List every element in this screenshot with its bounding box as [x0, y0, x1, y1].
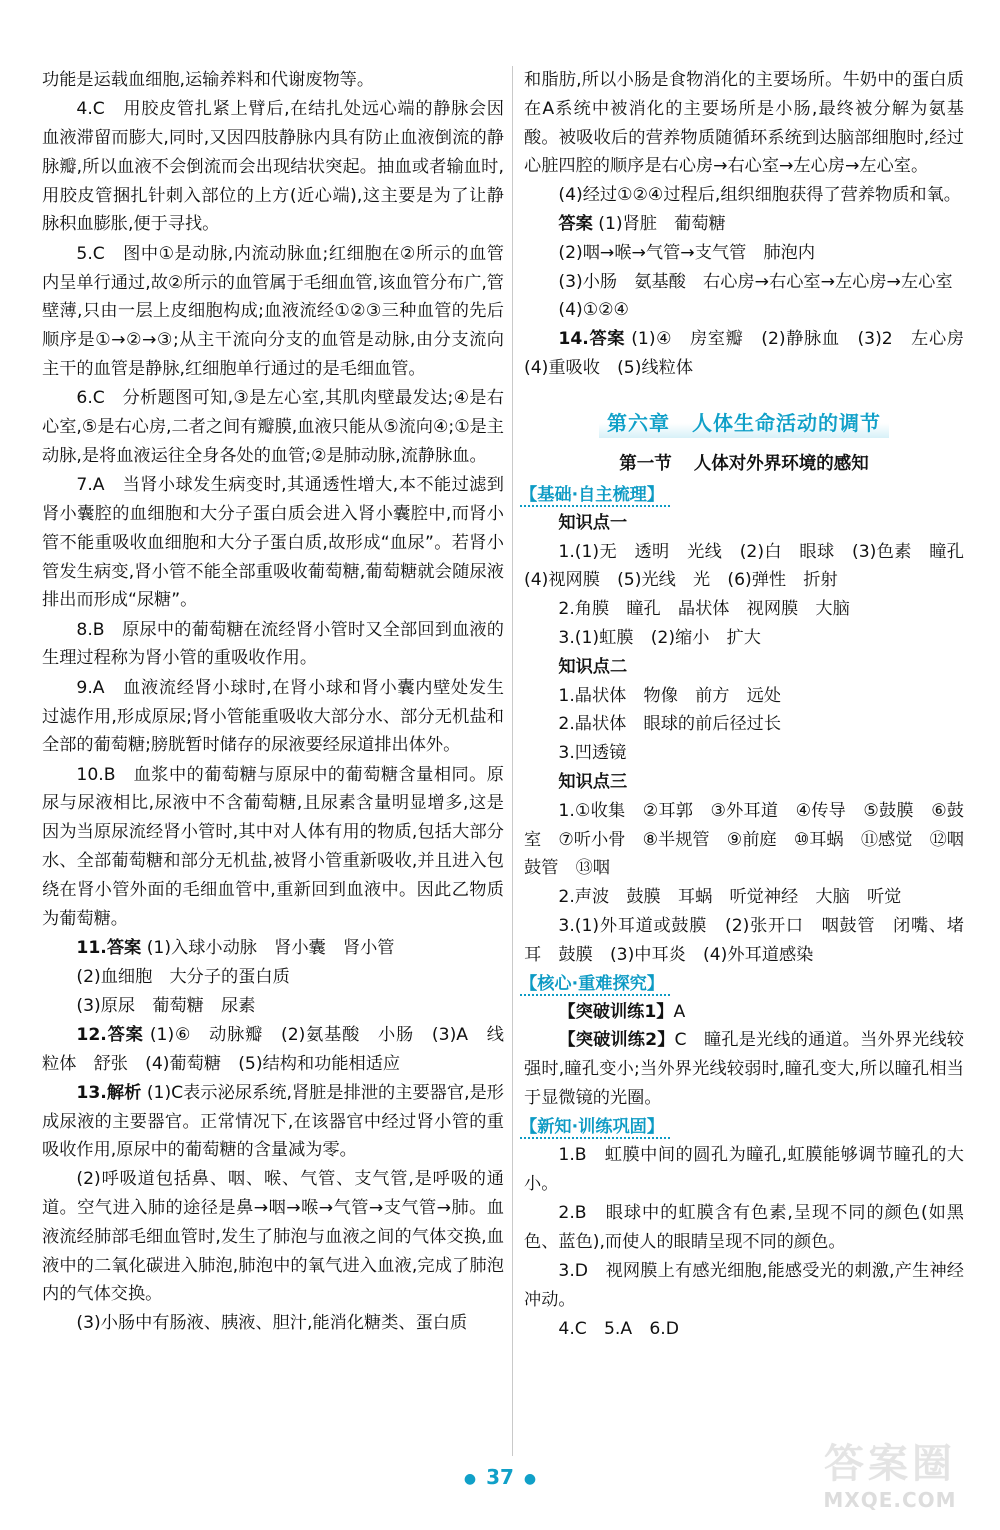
answer-8: 8.B 原尿中的葡萄糖在流经肾小管时又全部回到血液的生理过程称为肾小管的重吸收作用。	[42, 619, 504, 669]
kp3-item-2: 2.声波 鼓膜 耳蜗 听觉神经 大脑 听觉	[558, 887, 902, 908]
kp3-item-3: 3.(1)外耳道或鼓膜 (2)张开口 咽鼓管 闭嘴、堵耳 鼓膜 (3)中耳炎 (4)外耳道感染	[524, 915, 964, 965]
section-heading	[524, 450, 964, 475]
chapter-title: 人体生命活动的调节	[692, 410, 881, 435]
kp2-item-2: 2.晶状体 眼球的前后径过长	[558, 714, 782, 735]
knowledge-point-2: 知识点二	[558, 656, 628, 677]
practice-2: 2.B 眼球中的虹膜含有色素,呈现不同的颜色(如黑色、蓝色),而使人的眼睛呈现不同的颜色。	[524, 1202, 964, 1252]
kp1-item-2: 2.角膜 瞳孔 晶状体 视网膜 大脑	[558, 599, 850, 620]
answer-6: 6.C 分析题图可知,③是左心室,其肌肉壁最发达;④是右心室,⑤是右心房,二者之间有瓣膜,血液只能从⑤流向④;①是主动脉,是将血液运往全身各处的血管;②是肺动脉,流静脉血。	[42, 388, 504, 466]
kp1-item-3: 3.(1)虹膜 (2)缩小 扩大	[558, 627, 761, 648]
breakthrough-1-label: 【突破训练1】	[558, 1001, 674, 1022]
q11-number: 11.	[76, 937, 107, 958]
answer-5: 5.C 图中①是动脉,内流动脉血;红细胞在②所示的血管内呈单行通过,故②所示的血管属于毛细血管,该血管分布广,管壁薄,只由一层上皮细胞构成;血液流经①②③三种血管的先后顺序是①→②→③;从主干流向分支的血管是动脉,由分支流向主干的血管是静脉,红细胞单行通过的是毛细血管。	[42, 243, 504, 379]
left-column	[42, 66, 504, 1338]
q11-label: 答案	[106, 937, 142, 958]
knowledge-point-1: 知识点一	[558, 512, 628, 533]
q13-answer-4: (4)①②④	[558, 300, 629, 321]
chapter-heading	[524, 405, 964, 438]
q13-answer-2: (2)咽→喉→气管→支气管 肺泡内	[558, 242, 816, 263]
q13-answer-3: (3)小肠 氨基酸 右心房→右心室→左心房→左心室	[558, 271, 953, 292]
q11-line-1: (1)入球小动脉 肾小囊 肾小管	[146, 937, 395, 958]
knowledge-point-3: 知识点三	[558, 771, 628, 792]
section-title: 人体对外界环境的感知	[693, 453, 869, 474]
kp3-item-1: 1.①收集 ②耳郭 ③外耳道 ④传导 ⑤鼓膜 ⑥鼓室 ⑦听小骨 ⑧半规管 ⑨前庭 ⑩耳蜗 ⑪感觉 ⑫咽鼓管 ⑬咽	[524, 800, 964, 879]
answer-13	[42, 1079, 504, 1165]
kp2-item-1: 1.晶状体 物像 前方 远处	[558, 685, 782, 706]
breakthrough-2	[524, 1026, 964, 1112]
right-column	[520, 66, 982, 1344]
q14-number: 14.	[558, 329, 589, 350]
breakthrough-2-label: 【突破训练2】	[558, 1030, 675, 1051]
q13-answer	[524, 210, 964, 239]
practice-1: 1.B 虹膜中间的圆孔为瞳孔,虹膜能够调节瞳孔的大小。	[524, 1144, 964, 1194]
footer-dot-left: ●	[463, 1470, 477, 1487]
q14-label: 答案	[588, 329, 626, 350]
q13-continued: 和脂肪,所以小肠是食物消化的主要场所。牛奶中的蛋白质在A系统中被消化的主要场所是小肠,最终被分解为氨基酸。被吸收后的营养物质随循环系统到达脑部细胞时,经过心脏四腔的顺序是右心房→右心室→左心房→左心室。	[524, 70, 964, 177]
answer-7: 7.A 当肾小球发生病变时,其通透性增大,本不能过滤到肾小囊腔的血细胞和大分子蛋白质会进入肾小囊腔中,而肾小管不能重吸收血细胞和大分子蛋白质,故形成“血尿”。若肾小管发生病变,肾小管不能全部重吸收葡萄糖,葡萄糖就会随尿液排出而形成“尿糖”。	[42, 475, 504, 611]
breakthrough-2-text: C 瞳孔是光线的通道。当外界光线较强时,瞳孔变小;当外界光线较弱时,瞳孔变大,所以瞳孔相当于显微镜的光圈。	[524, 1030, 964, 1108]
page-number: 37	[486, 1465, 514, 1489]
q13-part-3: (3)小肠中有肠液、胰液、胆汁,能消化糖类、蛋白质	[76, 1313, 468, 1334]
q13-part-2: (2)呼吸道包括鼻、咽、喉、气管、支气管,是呼吸的通道。空气进入肺的途径是鼻→咽→喉→气管→支气管→肺。血液流经肺部毛细血管时,发生了肺泡与血液之间的气体交换,血液中的二氧化碳进入肺泡,肺泡中的氧气进入血液,完成了肺泡内的气体交换。	[42, 1169, 504, 1305]
kp1-item-1: 1.(1)无 透明 光线 (2)白 眼球 (3)色素 瞳孔 (4)视网膜 (5)光线 光 (6)弹性 折射	[524, 541, 982, 591]
breakthrough-1	[524, 998, 964, 1027]
q13-part-4: (4)经过①②④过程后,组织细胞获得了营养物质和氧。	[558, 185, 961, 206]
answer-10: 10.B 血浆中的葡萄糖与原尿中的葡萄糖含量相同。原尿与尿液相比,尿液中不含葡萄糖,且尿素含量明显增多,这是因为当原尿流经肾小管时,其中对人体有用的物质,包括大部分水、全部葡萄糖和部分无机盐,被肾小管重新吸收,并且进入包绕在肾小管外面的毛细血管中,重新回到血液中。因此乙物质为葡萄糖。	[42, 764, 504, 929]
tag-core: 【核心·重难探究】	[520, 972, 674, 996]
q13-part-1: (1)C表示泌尿系统,肾脏是排泄的主要器官,是形成尿液的主要器官。正常情况下,在该器官中经过肾小管的重吸收作用,原尿中的葡萄糖的含量减为零。	[42, 1082, 504, 1161]
q13-answer-label: 答案	[558, 213, 593, 234]
section-number: 第一节	[619, 453, 672, 474]
q14-text: (1)④ 房室瓣 (2)静脉血 (3)2 左心房 (4)重吸收 (5)线粒体	[524, 329, 982, 378]
q12-number: 12.	[76, 1024, 107, 1045]
q13-label: 解析	[106, 1082, 142, 1103]
answer-14	[524, 325, 982, 383]
chapter-number: 第六章	[607, 410, 670, 435]
q12-text: (1)⑥ 动脉瓣 (2)氨基酸 小肠 (3)A 线粒体 舒张 (4)葡萄糖 (5)结构和功能相适应	[42, 1024, 504, 1074]
q12-label: 答案	[106, 1024, 144, 1045]
tag-basics: 【基础·自主梳理】	[520, 483, 674, 507]
q13-answer-1: (1)肾脏 葡萄糖	[598, 213, 726, 234]
watermark-url: MXQE.COM	[823, 1488, 957, 1512]
practice-3: 3.D 视网膜上有感光细胞,能感受光的刺激,产生神经冲动。	[524, 1260, 964, 1310]
continued-paragraph: 功能是运载血细胞,运输养料和代谢废物等。	[42, 70, 375, 90]
answer-4: 4.C 用胶皮管扎紧上臂后,在结扎处远心端的静脉会因血液滞留而膨大,同时,又因四肢静脉内具有防止血液倒流的静脉瓣,所以血液不会倒流而会出现结状突起。抽血或者输血时,用胶皮管捆扎针刺入部位的上方(近心端),这主要是为了让静脉积血膨胀,便于寻找。	[42, 99, 504, 235]
practice-4-6: 4.C 5.A 6.D	[558, 1318, 679, 1339]
q11-line-2: (2)血细胞 大分子的蛋白质	[76, 966, 290, 987]
column-divider	[512, 66, 513, 1456]
kp2-item-3: 3.凹透镜	[558, 743, 627, 764]
answer-12	[42, 1021, 504, 1079]
answer-9: 9.A 血液流经肾小球时,在肾小球和肾小囊内壁处发生过滤作用,形成原尿;肾小管能重吸收大部分水、部分无机盐和全部的葡萄糖;膀胱暂时储存的尿液要经尿道排出体外。	[42, 677, 504, 756]
answer-11	[42, 934, 504, 963]
q11-line-3: (3)原尿 葡萄糖 尿素	[76, 995, 256, 1016]
breakthrough-1-text: A	[673, 1001, 686, 1022]
q13-number: 13.	[76, 1082, 107, 1103]
watermark	[790, 1440, 990, 1525]
footer-dot-right: ●	[523, 1470, 537, 1487]
tag-practice: 【新知·训练巩固】	[520, 1115, 674, 1139]
watermark-logo: 答案圈	[824, 1441, 956, 1487]
